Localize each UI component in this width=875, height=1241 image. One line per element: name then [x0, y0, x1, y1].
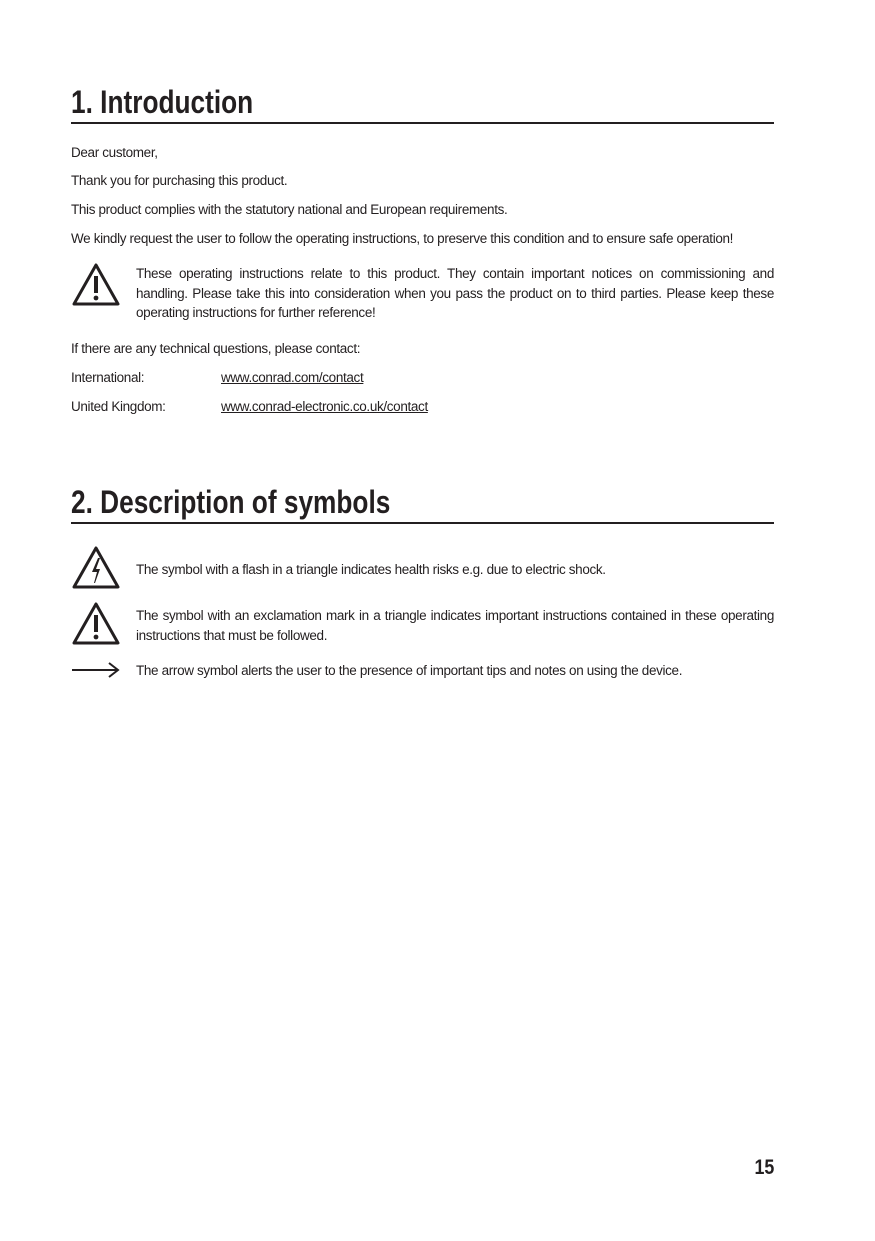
title-rule: [71, 122, 774, 124]
contact-intro: If there are any technical questions, please contact:: [71, 341, 361, 356]
contact-link-uk[interactable]: www.conrad-electronic.co.uk/contact: [221, 399, 428, 414]
greeting: Dear customer,: [71, 145, 158, 160]
lightning-warning-icon: [71, 545, 121, 591]
exclamation-warning-icon: [71, 262, 121, 308]
symbol-text-arrow: The arrow symbol alerts the user to the presence of important tips and notes on using the device.: [136, 663, 683, 678]
section-title-introduction: 1. Introduction: [71, 84, 254, 120]
thanks-text: Thank you for purchasing this product.: [71, 173, 288, 188]
title-rule: [71, 522, 774, 524]
request-text: We kindly request the user to follow the operating instructions, to preserve this condition and to ensure safe operation!: [71, 231, 734, 246]
arrow-right-icon: [71, 661, 121, 679]
symbol-text-lightning: The symbol with a flash in a triangle indicates health risks e.g. due to electric shock.: [136, 562, 606, 577]
page-number: 15: [754, 1156, 774, 1179]
exclamation-warning-icon: [71, 601, 121, 647]
section-title-symbols: 2. Description of symbols: [71, 484, 391, 520]
contact-label-international: International:: [71, 370, 145, 385]
contact-link-international[interactable]: www.conrad.com/contact: [221, 370, 364, 385]
contact-label-uk: United Kingdom:: [71, 399, 166, 414]
symbol-text-exclamation: The symbol with an exclamation mark in a triangle indicates important instructions contained in these operating instructions that must be followed.: [136, 608, 774, 643]
notice-text: These operating instructions relate to this product. They contain important notices on commissioning and handling. Please take this into consideration when you pass the product on to third parties. Please keep these operating instructions for further reference!: [136, 266, 774, 320]
compliance-text: This product complies with the statutory national and European requirements.: [71, 202, 508, 217]
